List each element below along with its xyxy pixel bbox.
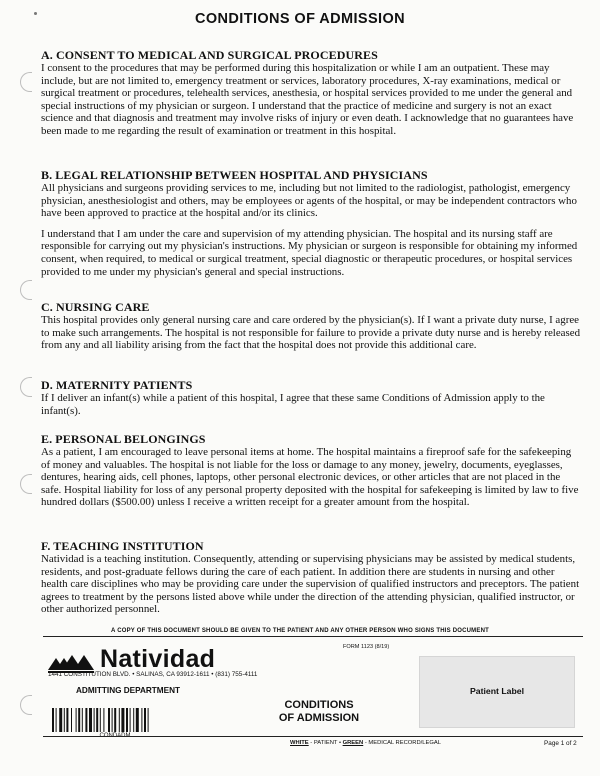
section-teaching-institution: [41, 539, 581, 616]
distribution-note: [290, 740, 441, 746]
barcode-icon: [52, 708, 178, 732]
patient-label-box: [419, 656, 575, 728]
section-text: I consent to the procedures that may be performed during this hospitalization or while I am an outpatient. These may include, but are not limited to, emergency treatment or services, laboratory procedures, X-ray examinations, medical or surgical treatment or procedures, telehealth services, anesthesia, or hospital services provided to me under the general and special instructions of my physician or surgeon. I understand that the practice of medicine and surgery is not an exact science and that diagnosis and treatment may involve risks of injury or even death. I acknowledge that no guarantees have been made to me regarding the result of examination or treatment in this hospital.: [41, 62, 574, 137]
copy-notice: A COPY OF THIS DOCUMENT SHOULD BE GIVEN TO THE PATIENT AND ANY OTHER PERSON WHO SIGNS THIS DOCUMENT: [111, 628, 489, 634]
section-text: If I deliver an infant(s) while a patient of this hospital, I agree that these same Conditions of Admission apply to the infant(s).: [41, 392, 545, 417]
punch-hole-icon: [20, 280, 32, 300]
section-heading: A. CONSENT TO MEDICAL AND SURGICAL PROCEDURES: [41, 48, 378, 62]
section-nursing-care: [41, 300, 581, 352]
form-title-line: CONDITIONS: [284, 699, 354, 711]
hospital-address: 1441 CONSTITUTION BLVD. • SALINAS, CA 93912-1611 • (831) 755-4111: [48, 671, 258, 678]
punch-hole-icon: [20, 474, 32, 494]
section-heading: D. MATERNITY PATIENTS: [41, 378, 193, 392]
section-consent: [41, 48, 581, 138]
dist-green-rest: - MEDICAL RECORD/LEGAL: [363, 740, 441, 746]
punch-hole-icon: [20, 695, 32, 715]
section-heading: B. LEGAL RELATIONSHIP BETWEEN HOSPITAL AND PHYSICIANS: [41, 168, 428, 182]
divider: [43, 736, 583, 737]
patient-label-text: Patient Label: [469, 686, 525, 696]
dist-white: WHITE: [290, 740, 309, 746]
punch-hole-icon: [20, 72, 32, 92]
brand-name: Natividad: [100, 645, 216, 673]
punch-hole-icon: [20, 377, 32, 397]
section-heading: F. TEACHING INSTITUTION: [41, 539, 204, 553]
dist-green: GREEN: [342, 740, 364, 746]
section-text: Natividad is a teaching institution. Consequently, attending or supervising physicians may be assisted by medical students, residents, and post-graduate fellows during the care of each patient. In addition there are students in nursing and other health care disciplines who may be providing care under the supervision of qualified instructors and preceptors. The patient agrees to treatment by the persons listed above while under the direction of the attending physician, qualified instructor, or other authorized personnel.: [41, 553, 580, 616]
section-maternity: [41, 378, 581, 417]
page-title: CONDITIONS OF ADMISSION: [194, 11, 406, 27]
section-personal-belongings: [41, 432, 581, 509]
dist-white-rest: - PATIENT •: [308, 740, 343, 746]
department-name: ADMITTING DEPARTMENT: [76, 686, 181, 695]
section-text: I understand that I am under the care and supervision of my attending physician. The hospital and its nursing staff are responsible for carrying out my physician's instructions. My physician or surgeon is responsible for obtaining my informed consent, when required, to medical or surgical treatment, special diagnostic or therapeutic procedures, or hospital services provided to me under my physician's general and special instructions.: [41, 227, 578, 278]
page-number: Page 1 of 2: [544, 740, 577, 747]
form-title-line: OF ADMISSION: [278, 712, 360, 724]
section-text: All physicians and surgeons providing services to me, including but not limited to the radiologist, pathologist, emergency physician, anesthesiologist and others, may be employees or agents of the hospital, or may be independent contractors who have been approved to practice at the hospital and/or its clinics.: [41, 182, 577, 220]
section-heading: C. NURSING CARE: [41, 300, 150, 314]
section-text: As a patient, I am encouraged to leave personal items at home. The hospital maintains a fireproof safe for the safekeeping of money and valuables. The hospital is not liable for the loss or damage to any money, jewelry, documents, eyeglasses, dentures, hearing aids, cell phones, laptops, other personal electronic devices, or other articles that are not placed in the safe. Hospital liability for loss of any personal property deposited with the hospital for safekeeping is limited by law to five hundred dollars ($500.00) unless I receive a written receipt for a greater amount from the hospital.: [41, 446, 579, 509]
section-legal-relationship: [41, 168, 581, 278]
section-heading: E. PERSONAL BELONGINGS: [41, 432, 206, 446]
form-title: [264, 699, 374, 725]
form-number: FORM 1123 (8/19): [343, 644, 390, 650]
section-text: This hospital provides only general nursing care and care ordered by the physician(s). If I want a private duty nurse, I agree to make such arrangements. The hospital is not responsible for failure to provide a private duty nurse and is hereby released from any and all liability arising from the fact that the hospital does not provide this additional care.: [41, 314, 581, 352]
divider: [43, 636, 583, 637]
